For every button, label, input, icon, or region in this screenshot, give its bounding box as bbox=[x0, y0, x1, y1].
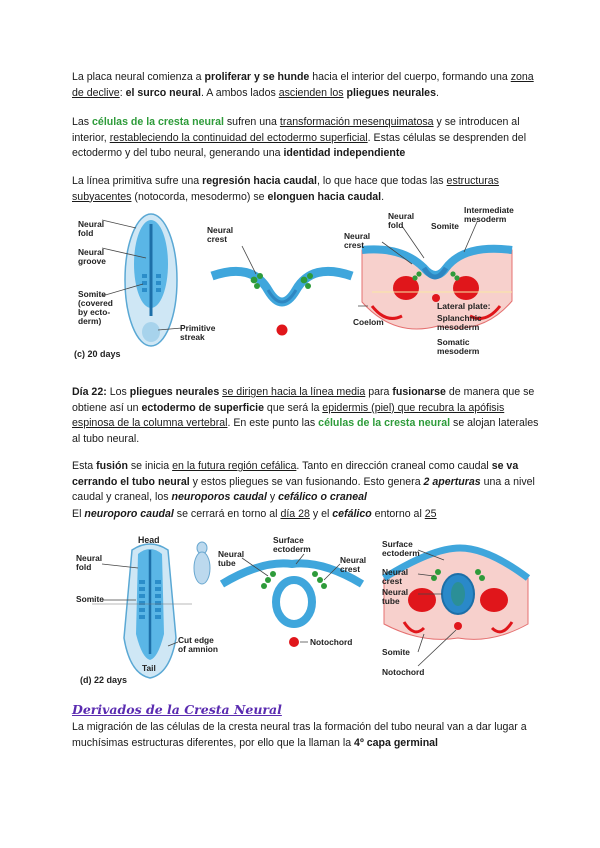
paragraph-fusion: Esta fusión se inicia en la futura región cefálica. Tanto en dirección craneal como caudal se va cerrando el tubo neural y estos pliegues se van fusionando. Esto genera 2 aperturas una a nivel caudal y craneal, los neuroporos caudal y cefálico o craneal bbox=[72, 460, 535, 504]
label-somite-covered: Somite (covered by ecto- derm) bbox=[78, 289, 113, 326]
label-neural-fold-right: Neural fold bbox=[388, 211, 415, 230]
paragraph-neuropores: El neuroporo caudal se cerrará en torno al día 28 y el cefálico entorno al 25 bbox=[72, 508, 437, 520]
label-coelom: Coelom bbox=[353, 317, 384, 327]
label-neural-fold: Neural fold bbox=[78, 219, 105, 238]
label-neural-crest-right: Neural crest bbox=[344, 231, 371, 250]
figure-22-days-illustration bbox=[72, 534, 532, 694]
label-notochord-right: Notochord bbox=[382, 667, 425, 677]
label-cut-edge-amnion: Cut edge of amnion bbox=[178, 635, 219, 654]
paragraph-migration: La migración de las células de la cresta neural tras la formación del tubo neural van a dar lugar a muchísimas estructuras diferentes, por ello que la llaman la 4º capa germinal bbox=[72, 721, 527, 749]
paragraph-neural-crest-cells: Las células de la cresta neural sufren una transformación mesenquimatosa y se introducen al interior, restableciendo la continuidad del ectodermo superficial. Estas células se desprenden del ectodermo y del tubo neural, generando una identidad independiente bbox=[72, 116, 527, 160]
label-surface-ectoderm-mid: Surface ectoderm bbox=[273, 535, 311, 554]
figure-22-days bbox=[72, 534, 532, 694]
label-splanchnic-mesoderm: Splanchnic mesoderm bbox=[437, 313, 482, 332]
label-somite-right: Somite bbox=[431, 221, 459, 231]
label-neural-tube-mid: Neural tube bbox=[218, 549, 245, 568]
label-neural-crest-right-22: Neural crest bbox=[382, 567, 409, 586]
label-somite-22: Somite bbox=[76, 594, 104, 604]
label-primitive-streak: Primitive streak bbox=[180, 323, 216, 342]
paragraph-day-22: Día 22: Los pliegues neurales se dirigen hacia la línea media para fusionarse de manera que se obtiene así un ectodermo de superficie que será la epidermis (piel) que recubra la apófisis espinosa de la columna vertebral. En este punto las células de la cresta neural se alojan laterales al tubo neural. bbox=[72, 386, 539, 445]
figure-20-days bbox=[72, 206, 532, 366]
paragraph-neural-groove: La placa neural comienza a proliferar y se hunde hacia el interior del cuerpo, formando una zona de declive: el surco neural. A ambos lados ascienden los pliegues neurales. bbox=[72, 71, 534, 99]
label-tail: Tail bbox=[142, 663, 156, 673]
label-head: Head bbox=[138, 535, 160, 545]
label-lateral-plate: Lateral plate: bbox=[437, 301, 491, 311]
label-intermediate-mesoderm: Intermediate mesoderm bbox=[464, 205, 514, 224]
label-neural-crest-mid-22: Neural crest bbox=[340, 555, 367, 574]
label-somite-right-22: Somite bbox=[382, 647, 410, 657]
label-neural-groove: Neural groove bbox=[78, 247, 106, 266]
label-notochord-mid: Notochord bbox=[310, 637, 353, 647]
section-heading-derivados: Derivados de la Cresta Neural bbox=[72, 702, 282, 717]
label-neural-fold-22: Neural fold bbox=[76, 553, 103, 572]
label-neural-tube-right: Neural tube bbox=[382, 587, 409, 606]
caption-20-days: (c) 20 days bbox=[74, 349, 121, 359]
paragraph-primitive-streak: La línea primitiva sufre una regresión hacia caudal, lo que hace que todas las estructuras subyacentes (notocorda, mesodermo) se elonguen hacia caudal. bbox=[72, 175, 499, 203]
label-neural-crest-mid: Neural crest bbox=[207, 225, 234, 244]
label-surface-ectoderm-right: Surface ectoderm bbox=[382, 539, 420, 558]
caption-22-days: (d) 22 days bbox=[80, 675, 128, 685]
label-somatic-mesoderm: Somatic mesoderm bbox=[437, 337, 480, 356]
